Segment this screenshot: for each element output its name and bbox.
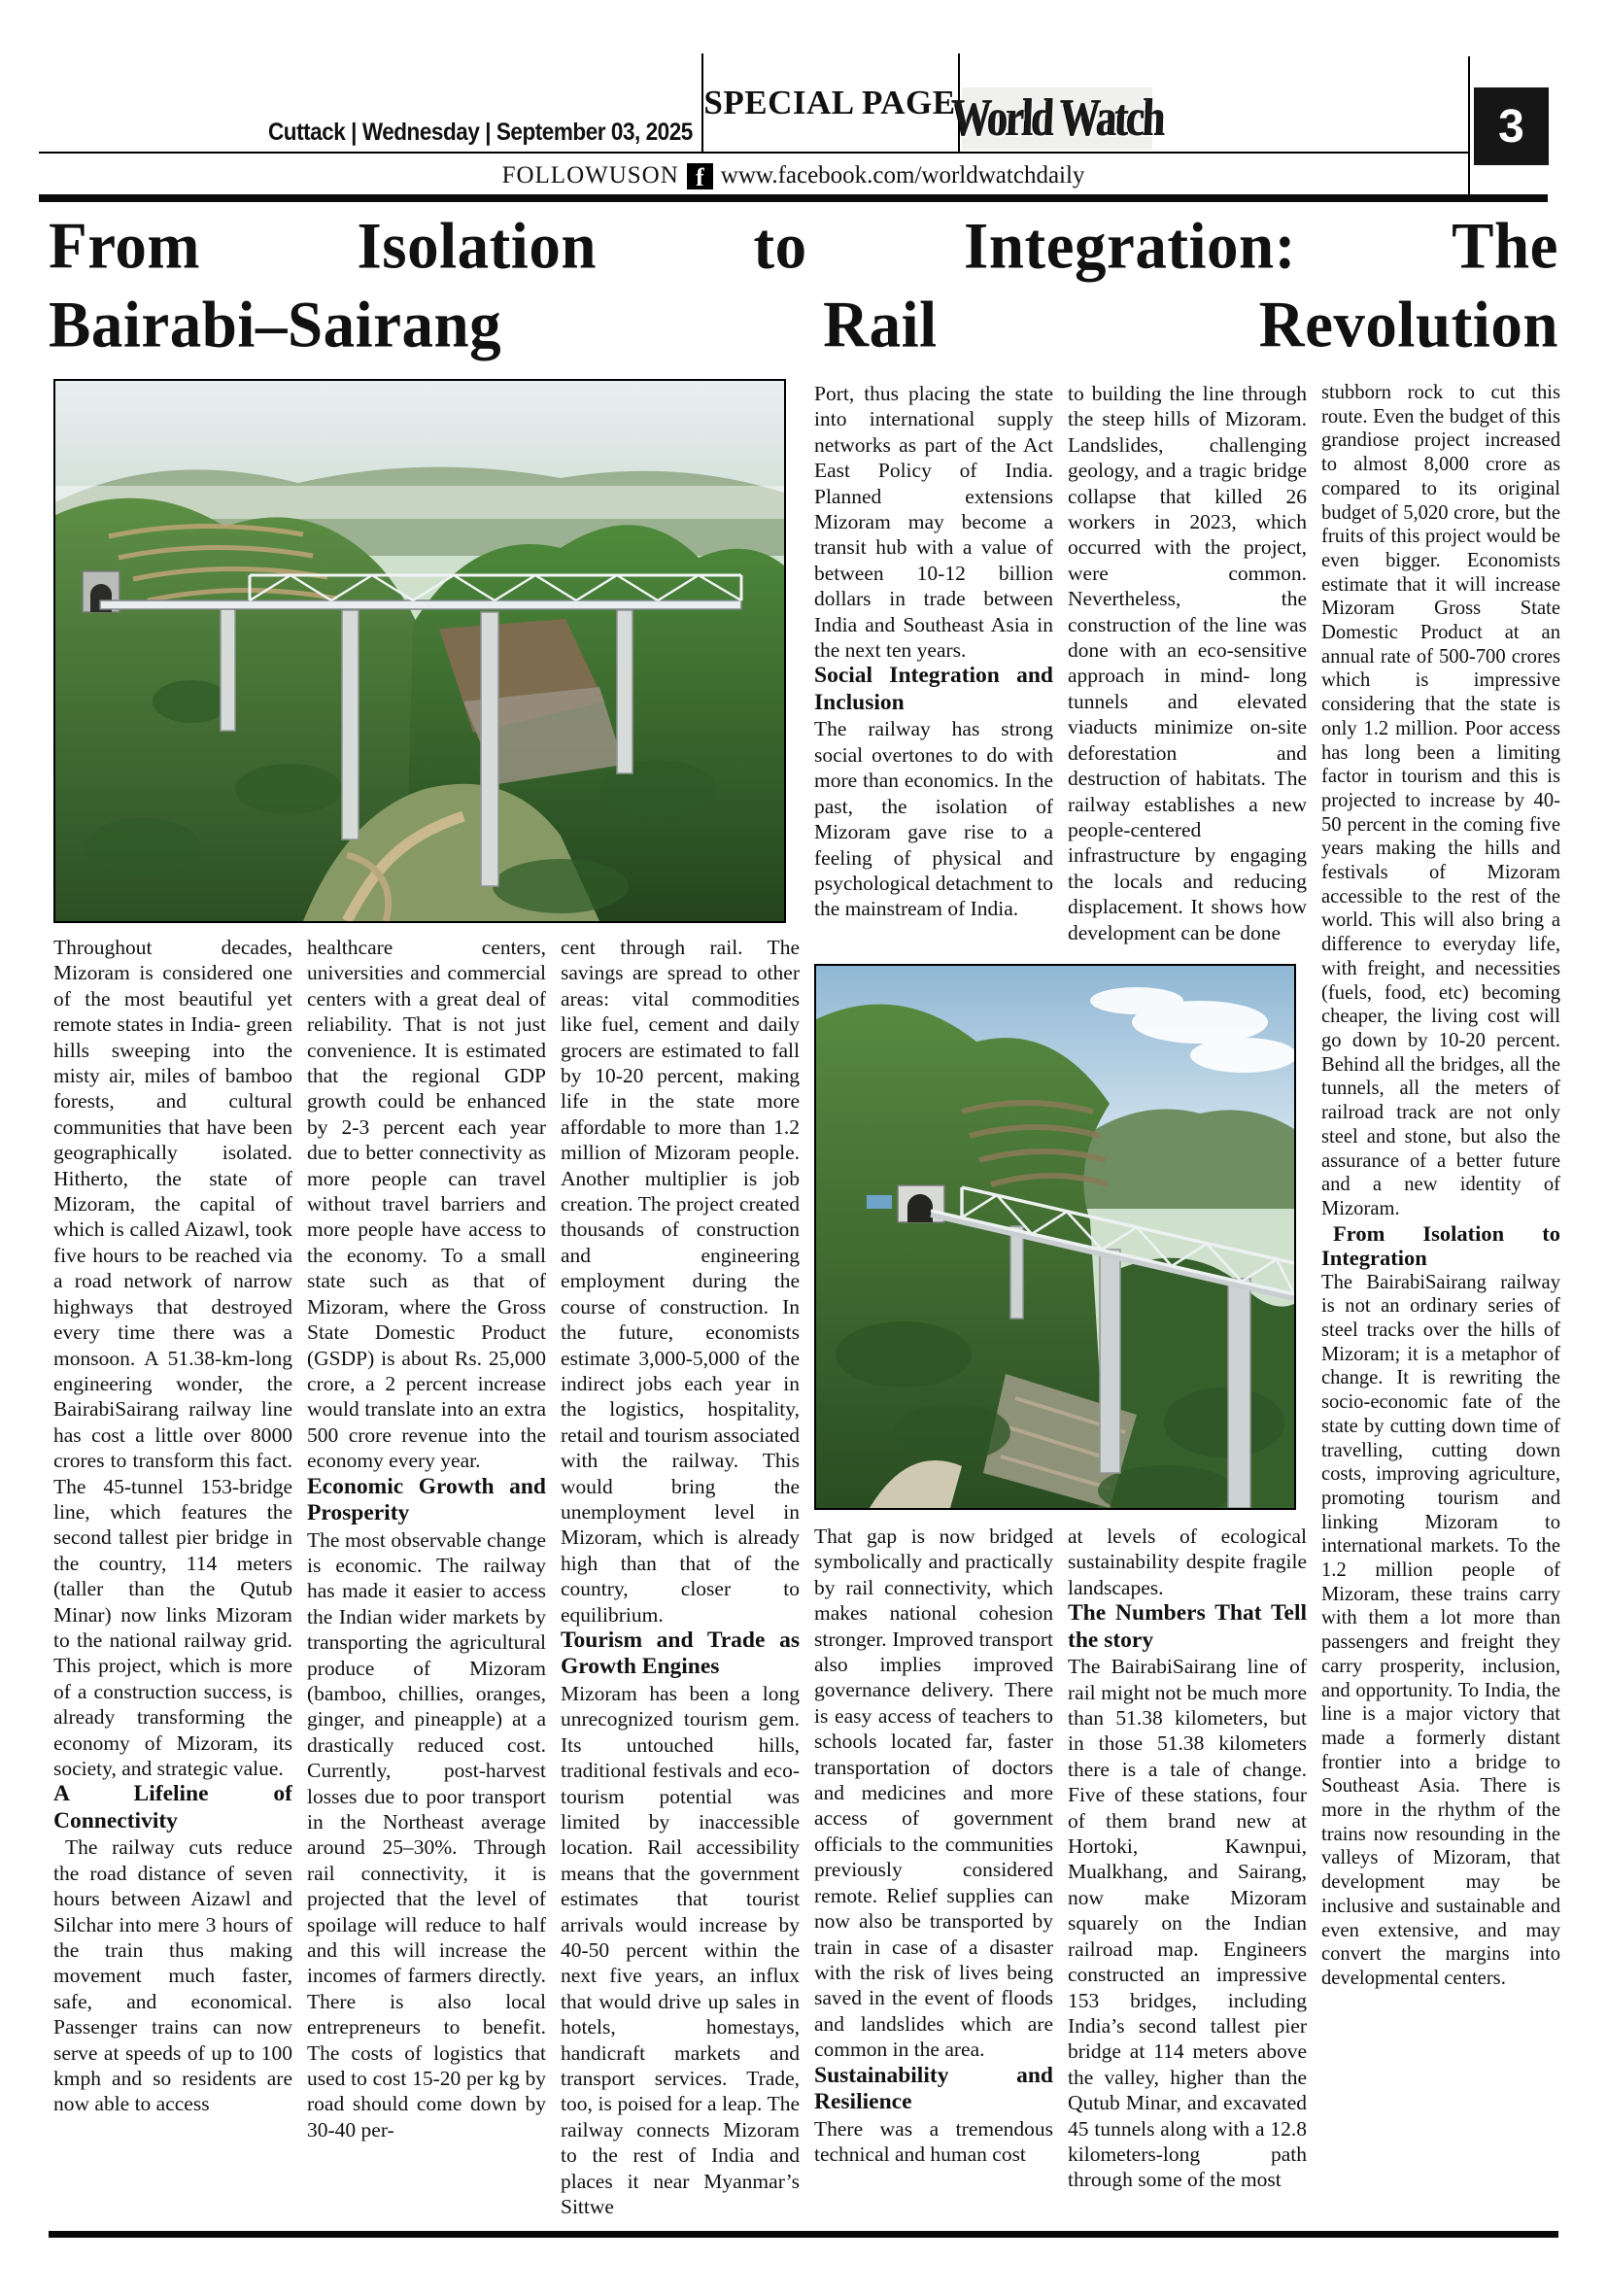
paragraph: stubborn rock to cut this route. Even the budget of this grandiose project increased to almost 8,000 crore as compared to its original budget of 5,020 crore, but the fruits of this project would be even bigger. Economists estimate that it will increase Mizoram Gross State Domestic Product at an annual rate of 500-700 crores which is impressive considering that the state is only 1.2 million. Poor access has long been a limiting factor in tourism and this is projected to increase by 40-50 percent in the coming five years making the hills and festivals of Mizoram accessible to the rest of the world. This will also bring a difference to everyday life, with freight, and necessities (fuels, food, etc) becoming cheaper, the living cost will go down by 10-20 percent. Behind all the bridges, all the tunnels, all the meters of railroad track are not only steel and stone, but also the assurance of a better future and a new identity of Mizoram. (1321, 382, 1560, 1219)
subheading-economic-growth: Economic Growth and Prosperity (307, 1473, 546, 1526)
headline-line-2: Bairabi–Sairang Rail Revolution (49, 289, 1558, 362)
subheading-tourism-trade: Tourism and Trade as Growth Engines (561, 1627, 800, 1680)
headline-line-1: From Isolation to Integration: The (49, 210, 1558, 284)
paragraph: healthcare centers, universities and commercial centers with a great deal of reliability. That is not just convenience. It is estimated that the regional GDP growth could be enhanced by 2-3 percent each year due to better connectivity as more people can travel without travel barriers and more people have access to the economy. To a small state such as that of Mizoram, where the Gross State Domestic Product (GSDP) is about Rs. 25,000 crore, a 2 percent increase would translate into an extra 500 crore revenue into the economy every year. (307, 936, 546, 1473)
column-5-bottom (1068, 1524, 1307, 2229)
paragraph: Throughout decades, Mizoram is considered one of the most beautiful yet remote states in India- green hills sweeping into the misty air, miles of bamboo forests, and cultural communities that have been geographically isolated. Hitherto, the state of Mizoram, the capital of which is called Aizawl, took five hours to be reached via a road network of narrow highways that destroyed every time there was a monsoon. A 51.38-km-long engineering wonder, the BairabiSairang railway line has cost a little over 8000 crores to transform this fact. The 45-tunnel 153-bridge line, which features the second tallest pier bridge in the country, 114 meters (taller than the Qutub Minar) now links Mizoram to the national railway grid. This project, which is more of a construction success, is already transforming the economy of Mizoram, its society, and strategic value. (53, 936, 292, 1780)
masthead-logo (949, 87, 1165, 150)
subheading-numbers: The Numbers That Tell the story (1068, 1600, 1307, 1653)
facebook-url[interactable]: www.facebook.com/worldwatchdaily (720, 162, 1085, 188)
column-2 (307, 935, 546, 2229)
paragraph: cent through rail. The savings are spread to other areas: vital commodities like fuel, cement and daily grocers are estimated to fall by 10-20 percent, making life in the state more affordable to more than 1.2 million of Mizoram people. Another multiplier is job creation. The project created thousands of construction and engineering employment during the course of construction. In the future, economists estimate 3,000-5,000 of the indirect jobs each year in the logistics, hospitality, retail and tourism associated with the railway. This would bring the unemployment level in Mizoram, which is already high than that of the country, closer to equilibrium. (561, 936, 800, 1627)
header-rule-thick (39, 194, 1548, 202)
paragraph: The BairabiSairang line of rail might not be much more than 51.38 kilometers, but in those 51.38 kilometers there is a tale of change. Five of these stations, four of them brand new at Hortoki, Kawnpui, Mualkhang, and Sairang, now make Mizoram squarely on the Indian railroad map. Engineers constructed an impressive 153 bridges, including India’s second tallest pier bridge at 114 meters above the valley, higher than the Qutub Minar, and excavated 45 tunnels along with a 12.8 kilometers-long path through some of the most (1068, 1655, 1307, 2192)
subheading-sustainability: Sustainability and Resilience (814, 2062, 1053, 2115)
subheading-social-integration: Social Integration and Inclusion (814, 663, 1053, 715)
paragraph: Port, thus placing the state into international supply networks as part of the Act East Policy of India. Planned extensions Mizoram may become a transit hub with a value of between 10-12 billion dollars in trade between India and Southeast Asia in the next ten years. (814, 382, 1053, 663)
dateline: Cuttack | Wednesday | September 03, 2025 (268, 119, 693, 146)
paragraph: The BairabiSairang railway is not an ordinary series of steel tracks over the hills of Mizoram; it is a metaphor of change. It is rewriting the socio-economic fate of the state by cutting down time of travelling, cutting down costs, improving agriculture, promoting tourism and linking Mizoram to international markets. To the 1.2 million people of Mizoram, these trains carry with them a lot more than passengers and freight they carry prosperity, inclusion, and opportunity. To India, the line is a major victory that made a formerly distant frontier into a bridge to Southeast Asia. There is more in the rhythm of the trains now resounding in the valleys of Mizoram, that development may be inclusive and sustainable and even extensive, and may convert the margins into developmental centers. (1321, 1271, 1560, 1989)
bridge-photo-secondary (814, 964, 1296, 1510)
paragraph: to building the line through the steep hills of Mizoram. Landslides, challenging geology, and a tragic bridge collapse that killed 26 workers in 2023, which occurred with the project, were common. Nevertheless, the construction of the line was done with an eco-sensitive approach in mind- long tunnels and elevated viaducts minimize on-site deforestation and destruction of habitats. The railway establishes a new people-centered infrastructure by engaging the locals and reducing displacement. It shows how development can be done (1068, 382, 1307, 944)
column-1 (53, 935, 292, 2229)
bottom-rule (49, 2231, 1558, 2238)
page-number-badge: 3 (1474, 87, 1549, 165)
masthead-text: World Watch (949, 89, 1165, 148)
subheading-lifeline: A Lifeline of Connectivity (53, 1781, 292, 1833)
paragraph: That gap is now bridged symbolically and practically by rail connectivity, which makes national cohesion stronger. Improved transport also implies improved governance delivery. There is easy access of teachers to schools located far, faster transportation of doctors and medicines and more access of government officials to the communities previously considered remote. Relief supplies can now also be transported by train in case of a disaster with the risk of lives being saved in the event of floods and landslides which are common in the area. (814, 1525, 1053, 2062)
facebook-icon: f (687, 163, 713, 189)
bridge-photo-main-art (55, 381, 784, 921)
column-6 (1321, 381, 1560, 2229)
paragraph: The railway has strong social overtones to do with more than economics. In the past, the isolation of Mizoram gave rise to a feeling of physical and psychological detachment to the mainstream of India. (814, 717, 1053, 921)
column-5-top (1068, 381, 1307, 946)
paragraph: Mizoram has been a long unrecognized tourism gem. Its untouched hills, traditional festivals and eco-tourism potential was limited by inaccessible location. Rail accessibility means that the government estimates that tourist arrivals would increase by 40-50 percent within the next five years, an influx that would drive up sales in hotels, homestays, handicraft markets and transport services. Trade, too, is poised for a leap. The railway connects Mizoram to the rest of India and places it near Myanmar’s Sittwe (561, 1681, 800, 2219)
follow-us-row (39, 160, 1548, 191)
subheading-isolation-integration: From Isolation to Integration (1321, 1220, 1560, 1271)
paragraph: The railway cuts reduce the road distance of seven hours between Aizawl and Silchar into mere 3 hours of the train thus making movement much faster, safe, and economical. Passenger trains can now serve at speeds of up to 100 kmph and so residents are now able to access (53, 1835, 292, 2116)
paragraph: There was a tremendous technical and human cost (814, 2116, 1053, 2166)
bridge-photo-main (53, 379, 786, 923)
main-headline (49, 206, 1558, 363)
column-3 (561, 935, 800, 2229)
paragraph: The most observable change is economic. The railway has made it easier to access the Indian wider markets by transporting the agricultural produce of Mizoram (bamboo, chillies, oranges, ginger, and pineapple) at a drastically reduced cost. Currently, post-harvest losses due to poor transport in the Northeast average around 25–30%. Through rail connectivity, it is projected that the level of spoilage will reduce to half and this will increase the incomes of farmers directly. There is also local entrepreneurs to benefit. The costs of logistics that used to cost 15-20 per kg by road should come down by 30-40 per- (307, 1527, 546, 2142)
section-label: SPECIAL PAGE (703, 84, 956, 121)
follow-us-label: FOLLOWUSON (501, 162, 679, 188)
header-rule-thin (39, 152, 1468, 154)
column-4-top (814, 381, 1053, 946)
column-4-bottom (814, 1524, 1053, 2229)
bridge-photo-secondary-art (816, 966, 1294, 1508)
paragraph: at levels of ecological sustainability despite fragile landscapes. (1068, 1525, 1307, 1599)
